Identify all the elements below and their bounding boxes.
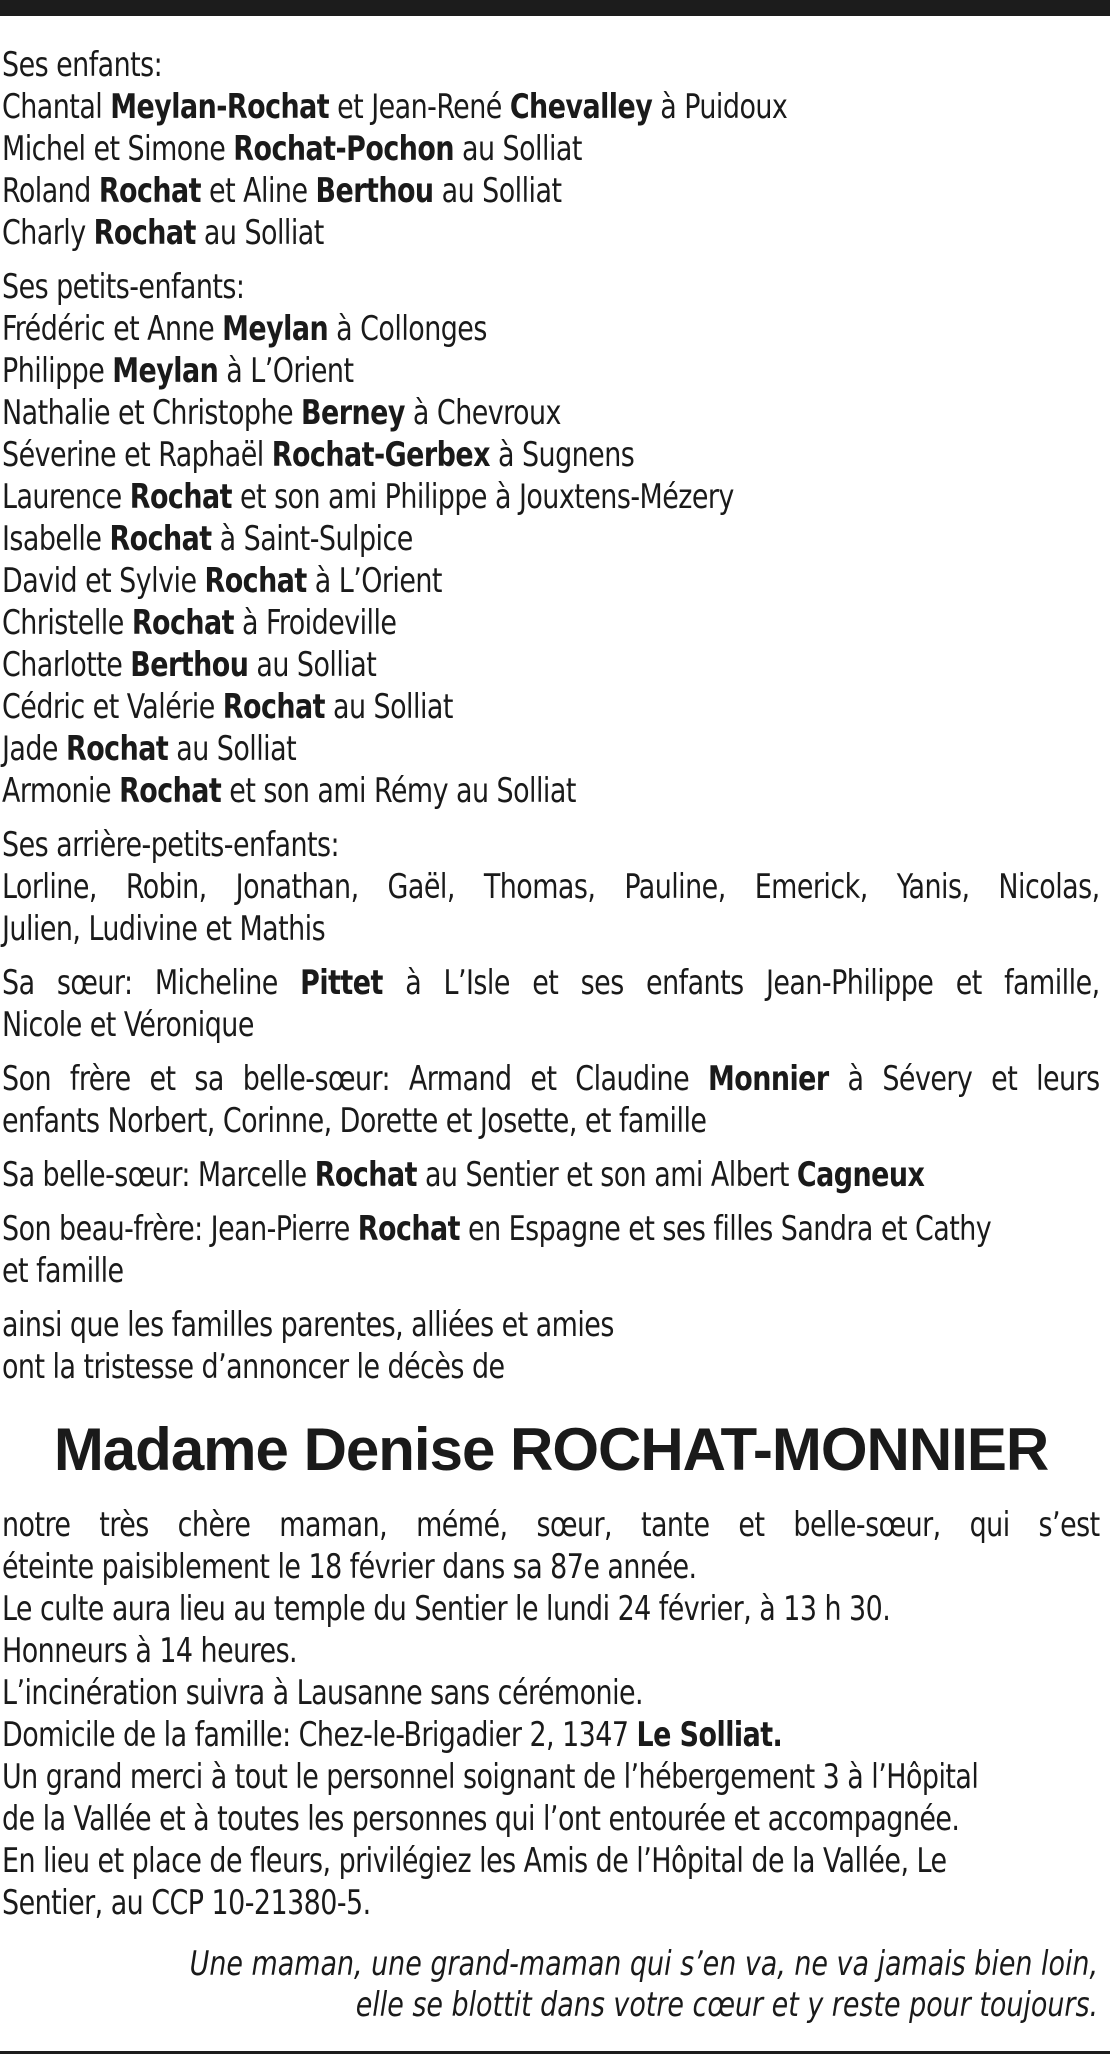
line-text: En lieu et place de fleurs, privilégiez les Amis de l’Hôpital de la Vallée, Le	[2, 1841, 947, 1881]
line-text: et Aline	[201, 171, 316, 211]
line-text: au Solliat	[433, 171, 562, 211]
text-line	[2, 308, 1100, 350]
line-text: Christelle	[2, 603, 132, 643]
closing-poem	[2, 1944, 1100, 2026]
sister-note	[2, 962, 1100, 1046]
text-line	[2, 1004, 1100, 1046]
poem-line: Une maman, une grand-maman qui s’en va, ne va jamais bien loin,	[189, 1944, 1098, 1984]
children-section	[2, 44, 1100, 254]
text-line	[2, 962, 1100, 1004]
surname-text: Rochat	[357, 1209, 461, 1249]
surname-text: Rochat-Pochon	[233, 129, 455, 169]
line-text: Nicole et Véronique	[2, 1005, 254, 1045]
line-text: enfants Norbert, Corinne, Dorette et Josette, et famille	[2, 1101, 707, 1141]
line-text: Honneurs à 14 heures.	[2, 1631, 298, 1671]
text-line	[2, 728, 1100, 770]
line-text: à L’Orient	[218, 351, 354, 391]
text-line	[2, 518, 1100, 560]
line-text: à Saint-Sulpice	[211, 519, 413, 559]
line-text: Philippe	[2, 351, 113, 391]
line-text: et son ami Philippe à Jouxtens-Mézery	[231, 477, 734, 517]
text-line	[2, 1504, 1100, 1546]
line-text: ont la tristesse d’annoncer le décès de	[2, 1347, 505, 1387]
line-text: Nathalie et Christophe	[2, 393, 302, 433]
surname-text: Le Solliat.	[636, 1715, 783, 1755]
surname-text: Rochat	[314, 1155, 417, 1195]
surname-text: Cagneux	[796, 1155, 925, 1195]
surname-text: Pittet	[300, 963, 383, 1003]
brother-note	[2, 1058, 1100, 1142]
line-text: Sa sœur: Micheline	[2, 963, 301, 1003]
line-text: Séverine et Raphaël	[2, 435, 272, 475]
grandchildren-section	[2, 266, 1100, 812]
surname-text: Chevalley	[509, 87, 653, 127]
text-line	[2, 1756, 1100, 1798]
line-text: Frédéric et Anne	[2, 309, 223, 349]
line-text: Charlotte	[2, 645, 131, 685]
line-text: à Sugnens	[489, 435, 635, 475]
line-text: Chantal	[2, 87, 111, 127]
line-text: Son beau-frère: Jean-Pierre	[2, 1209, 358, 1249]
line-text: au Solliat	[248, 645, 377, 685]
line-text: à Sévery et leurs	[828, 1059, 1100, 1099]
line-text: Laurence	[2, 477, 130, 517]
text-line	[2, 1672, 1100, 1714]
text-line	[2, 1058, 1100, 1100]
line-text: et son ami Rémy au Solliat	[221, 771, 576, 811]
deceased-name: Madame Denise ROCHAT-MONNIER	[53, 1416, 1049, 1483]
line-text: Cédric et Valérie	[2, 687, 223, 727]
families-note	[2, 1304, 1100, 1388]
text-line	[2, 1588, 1100, 1630]
surname-text: Berney	[301, 393, 405, 433]
surname-text: Rochat	[129, 477, 232, 517]
grandchildren-list	[2, 308, 1100, 812]
line-text: Charly	[2, 213, 94, 253]
line-text: Michel et Simone	[2, 129, 234, 169]
text-line	[2, 686, 1100, 728]
children-list	[2, 86, 1100, 254]
line-text: à L’Isle et ses enfants Jean-Philippe et famille,	[382, 963, 1100, 1003]
surname-text: Rochat	[98, 171, 202, 211]
line-text: à Froideville	[234, 603, 397, 643]
children-heading: Ses enfants:	[2, 45, 163, 85]
line-text: au Solliat	[454, 129, 582, 169]
grandchildren-heading: Ses petits-enfants:	[2, 267, 245, 307]
text-line	[2, 1798, 1100, 1840]
line-text: Jade	[2, 729, 67, 769]
text-line	[2, 866, 1100, 908]
text-line	[2, 476, 1100, 518]
line-text: Sa belle-sœur: Marcelle	[2, 1155, 315, 1195]
text-line	[2, 1208, 1100, 1250]
line-text: à L’Orient	[306, 561, 442, 601]
text-line	[2, 128, 1100, 170]
surname-text: Berthou	[315, 171, 434, 211]
surname-text: Rochat-Gerbex	[271, 435, 490, 475]
text-line	[2, 170, 1100, 212]
text-line	[2, 908, 1100, 950]
line-text: Armonie	[2, 771, 120, 811]
text-line	[2, 770, 1100, 812]
line-text: au Solliat	[195, 213, 324, 253]
line-text: Son frère et sa belle-sœur: Armand et Claudine	[2, 1059, 708, 1099]
line-text: au Solliat	[168, 729, 297, 769]
line-text: Julien, Ludivine et Mathis	[2, 909, 326, 949]
surname-text: Rochat	[66, 729, 169, 769]
text-line	[2, 1154, 1100, 1196]
line-text: à Collonges	[328, 309, 487, 349]
brother-in-law-note	[2, 1208, 1100, 1292]
line-text: de la Vallée et à toutes les personnes qui l’ont entourée et accompagnée.	[2, 1799, 960, 1839]
surname-text: Rochat	[119, 771, 222, 811]
surname-text: Meylan	[112, 351, 219, 391]
surname-text: Rochat	[109, 519, 212, 559]
surname-text: Monnier	[707, 1059, 829, 1099]
obituary-notice	[2, 44, 1100, 2026]
surname-text: Rochat	[204, 561, 307, 601]
poem-line: elle se blottit dans votre cœur et y reste pour toujours.	[355, 1985, 1099, 2025]
text-line	[2, 1840, 1100, 1882]
great-grandchildren-heading: Ses arrière-petits-enfants:	[2, 825, 340, 865]
line-text: Sentier, au CCP 10-21380-5.	[2, 1883, 371, 1923]
text-line	[2, 434, 1100, 476]
text-line	[2, 644, 1100, 686]
announcement-body	[2, 1504, 1100, 1924]
line-text: Domicile de la famille: Chez-le-Brigadier 2, 1347	[2, 1715, 637, 1755]
line-text: et famille	[2, 1251, 124, 1291]
line-text: Isabelle	[2, 519, 110, 559]
surname-text: Rochat	[222, 687, 326, 727]
line-text: notre très chère maman, mémé, sœur, tante et belle-sœur, qui s’est	[2, 1505, 1100, 1545]
text-line	[2, 560, 1100, 602]
great-grandchildren-list	[2, 866, 1100, 950]
text-line	[2, 1100, 1100, 1142]
surname-text: Meylan	[222, 309, 329, 349]
line-text: Lorline, Robin, Jonathan, Gaël, Thomas, Pauline, Emerick, Yanis, Nicolas,	[2, 867, 1100, 907]
line-text: éteinte paisiblement le 18 février dans sa 87e année.	[2, 1547, 697, 1587]
text-line	[2, 86, 1100, 128]
text-line	[2, 1714, 1100, 1756]
sister-in-law-note	[2, 1154, 1100, 1196]
line-text: au Sentier et son ami Albert	[416, 1155, 797, 1195]
line-text: Roland	[2, 171, 99, 211]
line-text: ainsi que les familles parentes, alliées et amies	[2, 1305, 614, 1345]
surname-text: Rochat	[131, 603, 235, 643]
line-text: David et Sylvie	[2, 561, 205, 601]
line-text: Le culte aura lieu au temple du Sentier le lundi 24 février, à 13 h 30.	[2, 1589, 891, 1629]
text-line	[2, 1882, 1100, 1924]
line-text: en Espagne et ses filles Sandra et Cathy	[460, 1209, 992, 1249]
text-line	[2, 1250, 1100, 1292]
text-line	[2, 602, 1100, 644]
line-text: L’incinération suivra à Lausanne sans cérémonie.	[2, 1673, 644, 1713]
line-text: et Jean-René	[329, 87, 510, 127]
surname-text: Rochat	[93, 213, 196, 253]
surname-text: Berthou	[130, 645, 249, 685]
text-line	[2, 1346, 1100, 1388]
text-line	[2, 392, 1100, 434]
line-text: à Puidoux	[652, 87, 788, 127]
text-line	[2, 1630, 1100, 1672]
top-rule	[0, 0, 1110, 16]
text-line	[2, 1546, 1100, 1588]
line-text: Un grand merci à tout le personnel soignant de l’hébergement 3 à l’Hôpital	[2, 1757, 979, 1797]
line-text: au Solliat	[325, 687, 453, 727]
line-text: à Chevroux	[404, 393, 561, 433]
surname-text: Meylan-Rochat	[110, 87, 330, 127]
text-line	[2, 350, 1100, 392]
text-line	[2, 212, 1100, 254]
text-line	[2, 1304, 1100, 1346]
bottom-rule	[0, 2051, 1110, 2054]
great-grandchildren-section	[2, 824, 1100, 950]
